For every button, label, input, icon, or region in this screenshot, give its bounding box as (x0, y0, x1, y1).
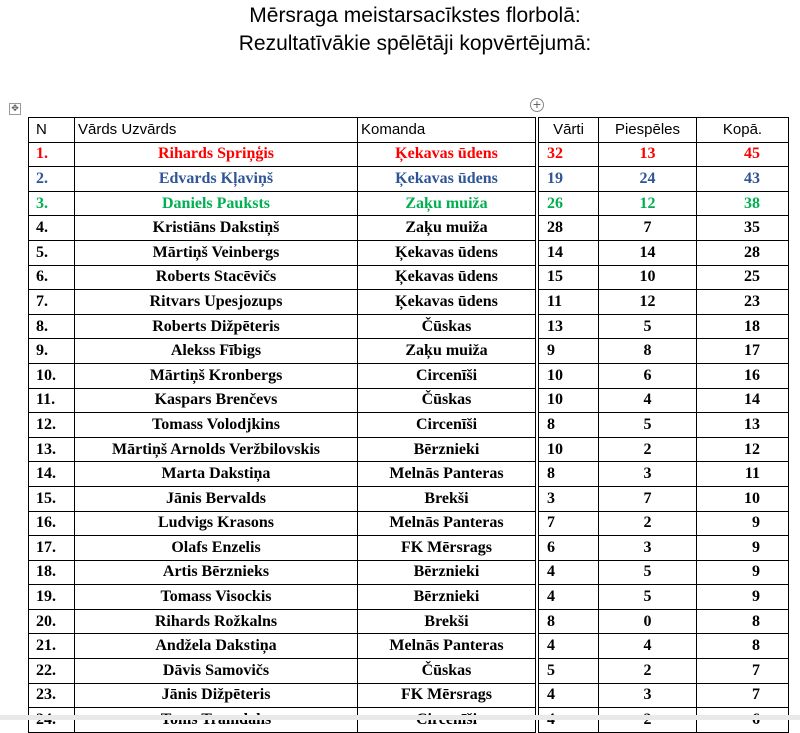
cell-number: 6. (29, 265, 75, 290)
cell-player-name: Roberts Dižpēteris (75, 314, 358, 339)
table-row (539, 191, 789, 216)
cell-total: 17 (697, 339, 789, 364)
cell-assists: 2 (599, 437, 697, 462)
table-row (29, 486, 536, 511)
cell-player-name: Mārtiņš Arnolds Veržbilovskis (75, 437, 358, 462)
cell-goals (539, 708, 599, 733)
table-row (539, 437, 789, 462)
cell-number: 21. (29, 634, 75, 659)
table-row (29, 560, 536, 585)
cell-total: 8 (697, 634, 789, 659)
cell-player-name: Tomass Visockis (75, 585, 358, 610)
cell-goals: 13 (539, 314, 599, 339)
cell-total: 35 (697, 216, 789, 241)
cell-team: Ķekavas ūdens (358, 265, 536, 290)
cell-assists: 12 (599, 290, 697, 315)
cell-team: Melnās Panteras (358, 634, 536, 659)
cell-goals: 26 (539, 191, 599, 216)
cell-assists: 5 (599, 560, 697, 585)
cell-number: 15. (29, 486, 75, 511)
table-row (539, 708, 789, 733)
table-row (29, 314, 536, 339)
cell-goals: 4 (539, 683, 599, 708)
cell-total: 13 (697, 413, 789, 438)
cell-assists: 7 (599, 486, 697, 511)
cell-total: 10 (697, 486, 789, 511)
cell-goals: 8 (539, 462, 599, 487)
cell-goals: 5 (539, 659, 599, 684)
cell-player-name: Tomass Volodjkins (75, 413, 358, 438)
cell-assists: 2 (599, 659, 697, 684)
table-row (29, 462, 536, 487)
table-row (539, 659, 789, 684)
header-goals: Vārti (539, 118, 599, 143)
header-total: Kopā. (697, 118, 789, 143)
cell-number: 20. (29, 609, 75, 634)
table-row (29, 609, 536, 634)
table-row (539, 142, 789, 167)
cell-goals: 7 (539, 511, 599, 536)
table-row (539, 634, 789, 659)
table-row (29, 191, 536, 216)
cell-total: 9 (697, 585, 789, 610)
table-row (539, 511, 789, 536)
cell-goals: 15 (539, 265, 599, 290)
cell-number: 14. (29, 462, 75, 487)
table-row (29, 339, 536, 364)
cell-total: 16 (697, 363, 789, 388)
cell-number (29, 708, 75, 733)
cell-assists (599, 708, 697, 733)
table-row (29, 683, 536, 708)
cell-team: Melnās Panteras (358, 511, 536, 536)
cell-assists: 5 (599, 585, 697, 610)
cell-number: 22. (29, 659, 75, 684)
table-row (539, 240, 789, 265)
cell-goals: 10 (539, 437, 599, 462)
table-row (29, 388, 536, 413)
cell-team: Čūskas (358, 314, 536, 339)
cell-team: Čūskas (358, 659, 536, 684)
cell-player-name: Alekss Fībigs (75, 339, 358, 364)
cell-total: 9 (697, 511, 789, 536)
cell-total: 38 (697, 191, 789, 216)
cell-assists: 3 (599, 536, 697, 561)
header-row (29, 118, 536, 143)
table-row (29, 240, 536, 265)
cell-player-name: Jānis Bervalds (75, 486, 358, 511)
cell-team: Bērznieki (358, 437, 536, 462)
cell-goals: 8 (539, 413, 599, 438)
cell-number: 17. (29, 536, 75, 561)
cell-assists: 5 (599, 413, 697, 438)
cell-assists: 24 (599, 167, 697, 192)
title-line-2: Rezultatīvākie spēlētāji kopvērtējumā: (238, 32, 592, 55)
cell-total: 9 (697, 536, 789, 561)
header-name: Vārds Uzvārds (75, 118, 358, 143)
cell-player-name: Artis Bērznieks (75, 560, 358, 585)
table-row (539, 486, 789, 511)
cell-assists: 3 (599, 462, 697, 487)
cell-team: Zaķu muiža (358, 191, 536, 216)
table-row (29, 216, 536, 241)
table-row (539, 314, 789, 339)
table-row (539, 388, 789, 413)
table-row (29, 290, 536, 315)
cell-assists: 4 (599, 634, 697, 659)
cell-total: 8 (697, 609, 789, 634)
cell-team: Ķekavas ūdens (358, 240, 536, 265)
cell-player-name: Ritvars Upesjozups (75, 290, 358, 315)
cell-assists: 13 (599, 142, 697, 167)
cell-number: 7. (29, 290, 75, 315)
cell-team: Brekši (358, 609, 536, 634)
cell-assists: 14 (599, 240, 697, 265)
players-table (28, 117, 536, 733)
cell-team: Bērznieki (358, 585, 536, 610)
cell-player-name: Andžela Dakstiņa (75, 634, 358, 659)
cell-goals: 10 (539, 363, 599, 388)
cell-number: 3. (29, 191, 75, 216)
cell-goals: 28 (539, 216, 599, 241)
cell-total: 12 (697, 437, 789, 462)
cell-goals: 4 (539, 634, 599, 659)
cell-number: 11. (29, 388, 75, 413)
cell-assists: 12 (599, 191, 697, 216)
table-row (29, 437, 536, 462)
cell-goals: 8 (539, 609, 599, 634)
table-row (539, 413, 789, 438)
cell-assists: 4 (599, 388, 697, 413)
cell-goals: 11 (539, 290, 599, 315)
cell-total: 11 (697, 462, 789, 487)
header-row (539, 118, 789, 143)
cell-team: Melnās Panteras (358, 462, 536, 487)
cell-number: 8. (29, 314, 75, 339)
cell-player-name: Jānis Dižpēteris (75, 683, 358, 708)
table-row (29, 659, 536, 684)
table-row (29, 265, 536, 290)
cell-total: 14 (697, 388, 789, 413)
cell-player-name (75, 708, 358, 733)
cell-team: Zaķu muiža (358, 339, 536, 364)
cell-assists: 0 (599, 609, 697, 634)
cell-total: 45 (697, 142, 789, 167)
table-row (539, 339, 789, 364)
horizontal-scrollbar[interactable] (0, 715, 800, 720)
document-title (0, 2, 800, 58)
cell-goals: 9 (539, 339, 599, 364)
cell-team: Circenīši (358, 363, 536, 388)
table-row (29, 585, 536, 610)
cell-number: 1. (29, 142, 75, 167)
cell-team: FK Mērsrags (358, 683, 536, 708)
add-column-icon[interactable]: + (530, 98, 544, 112)
table-row (539, 560, 789, 585)
cell-team: Brekši (358, 486, 536, 511)
table-row (539, 363, 789, 388)
cell-player-name: Edvards Kļaviņš (75, 167, 358, 192)
cell-number: 16. (29, 511, 75, 536)
cell-player-name: Rihards Spriņģis (75, 142, 358, 167)
table-row (29, 536, 536, 561)
cell-number: 9. (29, 339, 75, 364)
cell-goals: 32 (539, 142, 599, 167)
cell-team: FK Mērsrags (358, 536, 536, 561)
cell-team: Ķekavas ūdens (358, 290, 536, 315)
table-row (539, 265, 789, 290)
cell-goals: 10 (539, 388, 599, 413)
table-row (29, 708, 536, 733)
cell-total: 7 (697, 659, 789, 684)
cell-assists: 8 (599, 339, 697, 364)
cell-team: Zaķu muiža (358, 216, 536, 241)
cell-player-name: Daniels Pauksts (75, 191, 358, 216)
table-row (29, 413, 536, 438)
header-number: N (29, 118, 75, 143)
cell-number: 13. (29, 437, 75, 462)
cell-goals: 19 (539, 167, 599, 192)
header-team: Komanda (358, 118, 536, 143)
cell-team: Ķekavas ūdens (358, 167, 536, 192)
table-row (29, 167, 536, 192)
cell-assists: 3 (599, 683, 697, 708)
table-row (29, 142, 536, 167)
cell-goals: 4 (539, 560, 599, 585)
cell-assists: 5 (599, 314, 697, 339)
cell-assists: 2 (599, 511, 697, 536)
table-row (539, 216, 789, 241)
table-row (539, 290, 789, 315)
cell-total: 9 (697, 560, 789, 585)
cell-player-name: Marta Dakstiņa (75, 462, 358, 487)
title-line-1: Mērsraga meistarsacīkstes florbolā: (249, 4, 581, 27)
table-row (539, 585, 789, 610)
cell-number: 19. (29, 585, 75, 610)
cell-number: 2. (29, 167, 75, 192)
cell-number: 18. (29, 560, 75, 585)
cell-player-name: Olafs Enzelis (75, 536, 358, 561)
header-assists: Piespēles (599, 118, 697, 143)
cell-player-name: Kristiāns Dakstiņš (75, 216, 358, 241)
cell-team: Ķekavas ūdens (358, 142, 536, 167)
cell-total: 7 (697, 683, 789, 708)
cell-number: 23. (29, 683, 75, 708)
table-row (539, 536, 789, 561)
cell-assists: 7 (599, 216, 697, 241)
cell-number: 10. (29, 363, 75, 388)
cell-total: 25 (697, 265, 789, 290)
cell-player-name: Roberts Stacēvičs (75, 265, 358, 290)
cell-player-name: Rihards Rožkalns (75, 609, 358, 634)
table-row (539, 609, 789, 634)
cell-team: Čūskas (358, 388, 536, 413)
table-row (539, 683, 789, 708)
cell-team: Circenīši (358, 413, 536, 438)
cell-player-name: Mārtiņš Kronbergs (75, 363, 358, 388)
cell-player-name: Ludvigs Krasons (75, 511, 358, 536)
cell-team: Bērznieki (358, 560, 536, 585)
cell-goals: 3 (539, 486, 599, 511)
cell-number: 5. (29, 240, 75, 265)
cell-assists: 10 (599, 265, 697, 290)
table-row (539, 462, 789, 487)
table-row (539, 167, 789, 192)
cell-total: 28 (697, 240, 789, 265)
cell-number: 12. (29, 413, 75, 438)
cell-total (697, 708, 789, 733)
cell-number: 4. (29, 216, 75, 241)
cell-player-name: Kaspars Brenčevs (75, 388, 358, 413)
cell-total: 43 (697, 167, 789, 192)
stats-table (538, 117, 789, 733)
table-move-handle-icon[interactable]: ✥ (9, 103, 21, 115)
cell-goals: 6 (539, 536, 599, 561)
cell-goals: 14 (539, 240, 599, 265)
table-row (29, 363, 536, 388)
cell-player-name: Dāvis Samovičs (75, 659, 358, 684)
cell-goals: 4 (539, 585, 599, 610)
cell-player-name: Mārtiņš Veinbergs (75, 240, 358, 265)
table-row (29, 511, 536, 536)
cell-total: 18 (697, 314, 789, 339)
cell-assists: 6 (599, 363, 697, 388)
cell-team (358, 708, 536, 733)
table-row (29, 634, 536, 659)
cell-total: 23 (697, 290, 789, 315)
